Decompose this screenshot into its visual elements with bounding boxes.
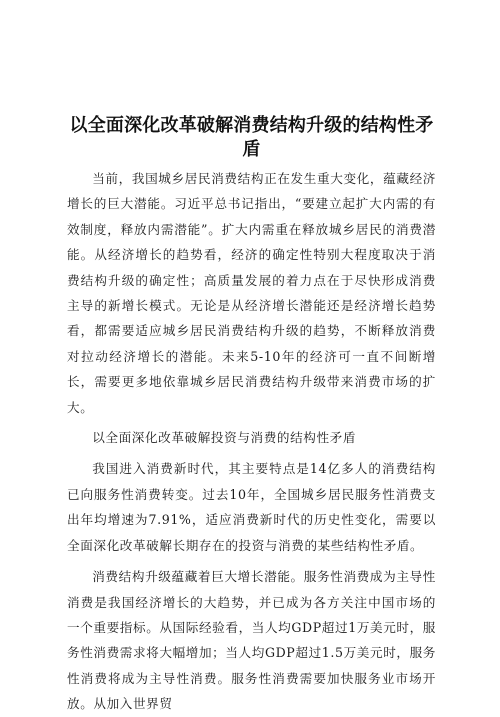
document-title: 以全面深化改革破解消费结构升级的结构性矛盾 — [69, 115, 434, 160]
paragraph-3: 消费结构升级蕴藏着巨大增长潜能。服务性消费成为主导性消费是我国经济增长的大趋势，并已成为各方关注中国市场的一个重要指标。从国际经验看，当人均GDP超过1万美元时，服务性消费需求将大幅增加；当人均GDP超过1.5万美元时，服务性消费将成为主导性消费。服务性消费需要加快服务业市场开放。从加入世界贸 — [67, 569, 436, 712]
paragraph-2: 我国进入消费新时代，其主要特点是14亿多人的消费结构已向服务性消费转变。过去10年，全国城乡居民服务性消费支出年均增速为7.91%，适应消费新时代的历史性变化，需要以全面深化改革破解长期存在的投资与消费的某些结构性矛盾。 — [67, 461, 436, 553]
paragraph-1: 当前，我国城乡居民消费结构正在发生重大变化，蕴藏经济增长的巨大潜能。习近平总书记指出，“要建立起扩大内需的有效制度，释放内需潜能”。扩大内需重在释放城乡居民的消费潜能。从经济增长的趋势看，经济的确定性特别大程度取决于消费结构升级的确定性；高质量发展的着力点在于尽快形成消费主导的新增长模式。无论是从经济增长潜能还是经济增长趋势看，都需要适应城乡居民消费结构升级的趋势，不断释放消费对拉动经济增长的潜能。未来5-10年的经济可一直不间断增长，需要更多地依靠城乡居民消费结构升级带来消费市场的扩大。 — [67, 171, 436, 415]
section-heading: 以全面深化改革破解投资与消费的结构性矛盾 — [92, 430, 357, 446]
